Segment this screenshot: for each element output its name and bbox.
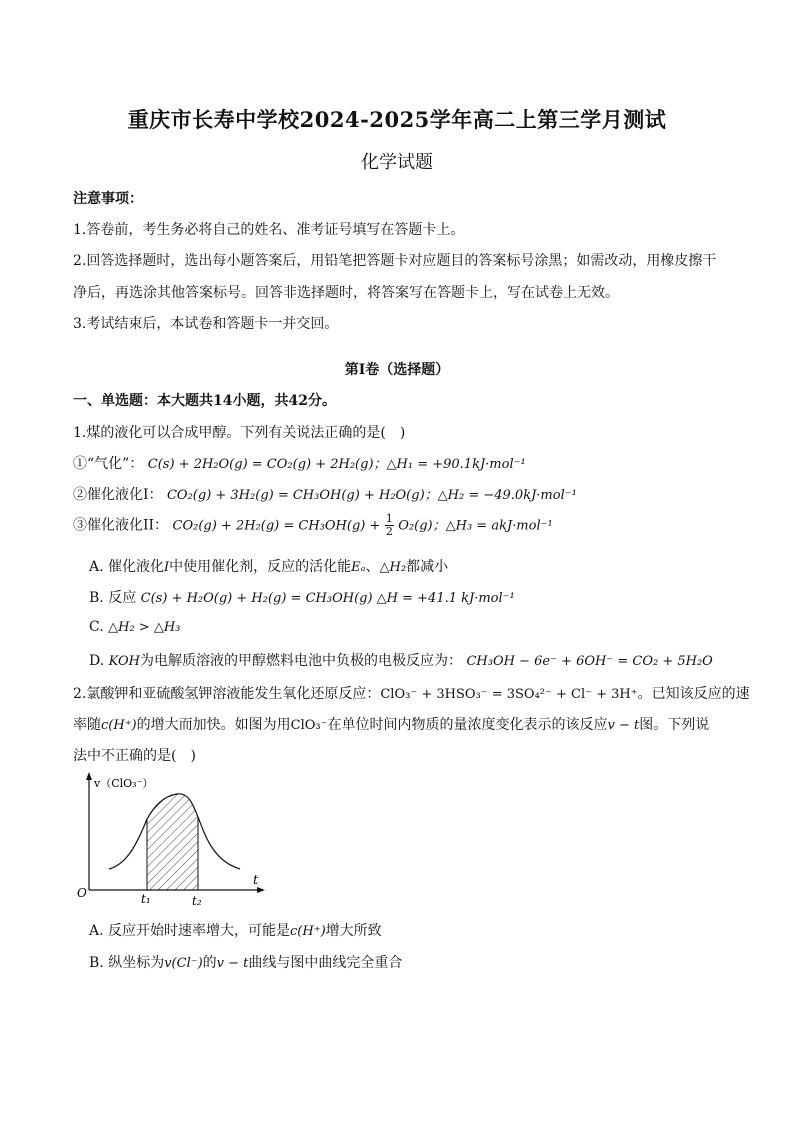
q2-opta-ch: c(H⁺) — [290, 924, 326, 939]
q1-reaction-2 — [73, 484, 577, 504]
q2-opta-text-2: 增大所致 — [325, 923, 382, 939]
q1-opta-i: I — [164, 560, 170, 575]
q1-optd-text: 为电解质溶液的甲醇燃料电池中负极的电极反应为： — [140, 653, 462, 669]
q2-l2-text-2: 的增大而加快。如图为用 — [136, 717, 291, 733]
q1-optc-text: C. — [89, 619, 104, 635]
page-subtitle: 化学试题 — [361, 152, 433, 173]
q2-optb-vcl: v(Cl⁻) — [164, 956, 203, 971]
y-axis-arrow — [86, 772, 92, 780]
q2-stem-text-1: 2.氯酸钾和亚硫酸氢钾溶液能发生氧化还原反应： — [73, 686, 381, 702]
q1-stem: 1.煤的液化可以合成甲醇。下列有关说法正确的是( ) — [73, 425, 406, 441]
q1-option-c — [89, 619, 180, 635]
q2-option-b — [89, 952, 402, 972]
q1-option-a — [89, 556, 448, 576]
q1-r1-equation: C(s) + 2H₂O(g) = CO₂(g) + 2H₂(g)；△H₁ = +90.1kJ·mol⁻¹ — [147, 457, 526, 472]
q1-reaction-1 — [73, 453, 526, 473]
q1-r2-label: ②催化液化I： — [73, 487, 163, 503]
q1-r3-label: ③催化液化II： — [73, 517, 169, 534]
notice-item-3: 3.考试结束后，本试卷和答题卡一并交回。 — [73, 316, 339, 332]
q1-opta-text-1: A. 催化液化 — [89, 559, 165, 575]
q1-optc-equation: △H₂ > △H₃ — [108, 620, 181, 635]
notice-item-2a: 2.回答选择题时，选出每小题答案后，用铅笔把答题卡对应题目的答案标号涂黑；如需改动，用橡皮擦干 — [73, 253, 717, 269]
notice-heading: 注意事项： — [73, 191, 143, 207]
q1-r3-frac-num: 1 — [385, 512, 393, 525]
q2-stem-line-3: 法中不正确的是( ) — [73, 748, 196, 764]
y-axis-label: v（ClO₃⁻） — [94, 777, 154, 790]
q1-opta-text-4: 都减小 — [406, 559, 449, 575]
q2-l2-text-3: 在单位时间内物质的量浓度变化表示的该反应 — [327, 717, 608, 733]
q1-optb-equation: C(s) + H₂O(g) + H₂(g) = CH₃OH(g) △H = +41.1 kJ·mol⁻¹ — [140, 591, 515, 606]
q2-l2-clo3: ClO₃⁻ — [290, 718, 328, 733]
q2-l2-ch: c(H⁺) — [101, 718, 137, 733]
section-title: 第I卷（选择题） — [344, 362, 450, 378]
q2-l2-vt: v − t — [607, 718, 640, 733]
q2-optb-text-2: 的 — [202, 955, 217, 971]
q1-r3-equation-a: CO₂(g) + 2H₂(g) = CH₃OH(g) + — [172, 518, 381, 534]
q1-r3-frac-den: 2 — [385, 525, 393, 538]
q1-opta-dh: △H₂ — [379, 560, 407, 575]
q1-opta-text-3: 、 — [365, 559, 380, 575]
q1-reaction-3 — [73, 513, 553, 538]
q1-optb-text: B. 反应 — [89, 590, 137, 606]
origin-label: O — [77, 886, 87, 900]
q2-optb-vt: v − t — [216, 956, 249, 971]
t2-label: t₂ — [192, 894, 202, 908]
q1-r1-label: ①“气化”： — [73, 456, 144, 472]
q2-stem-line-2 — [73, 714, 709, 734]
q1-optd-koh: KOH — [108, 654, 140, 669]
q1-optd-letter: D. — [89, 653, 105, 669]
t1-label: t₁ — [141, 892, 151, 906]
q1-optd-equation: CH₃OH − 6e⁻ + 6OH⁻ = CO₂ + 5H₂O — [466, 654, 713, 669]
q1-r2-equation: CO₂(g) + 3H₂(g) = CH₃OH(g) + H₂O(g)；△H₂ = −49.0kJ·mol⁻¹ — [166, 488, 577, 503]
q1-r3-fraction — [385, 513, 394, 538]
notice-item-2b: 净后，再选涂其他答案标号。回答非选择题时，将答案写在答题卡上，写在试卷上无效。 — [73, 285, 619, 301]
q2-stem-equation: ClO₃⁻ + 3HSO₃⁻ = 3SO₄²⁻ + Cl⁻ + 3H⁺ — [380, 687, 638, 702]
q2-vt-figure — [72, 772, 272, 912]
q1-opta-text-2: 中使用催化剂，反应的活化能 — [169, 559, 352, 575]
q2-optb-text-1: B. 纵坐标为 — [89, 955, 165, 971]
q2-l2-text-4: 图。下列说 — [639, 717, 710, 733]
q2-optb-text-3: 曲线与图中曲线完全重合 — [248, 955, 403, 971]
q1-option-b — [89, 587, 515, 607]
q2-option-a — [89, 920, 382, 940]
x-axis-label: t — [253, 873, 259, 888]
q2-opta-text-1: A. 反应开始时速率增大，可能是 — [89, 923, 291, 939]
q1-option-d — [89, 650, 713, 670]
q2-l2-text-1: 率随 — [73, 717, 101, 733]
part-heading: 一、单选题：本大题共14小题，共42分。 — [73, 393, 336, 409]
notice-item-1: 1.答卷前，考生务必将自己的姓名、准考证号填写在答题卡上。 — [73, 222, 465, 238]
q1-r3-equation-b: O₂(g)；△H₃ = akJ·mol⁻¹ — [398, 518, 553, 534]
q2-stem-text-2: 。已知该反应的速 — [637, 686, 750, 702]
page-title: 重庆市长寿中学校2024-2025学年高二上第三学月测试 — [127, 107, 667, 132]
q1-opta-ea: Eₐ — [351, 560, 366, 575]
q2-stem-line-1 — [73, 683, 750, 703]
